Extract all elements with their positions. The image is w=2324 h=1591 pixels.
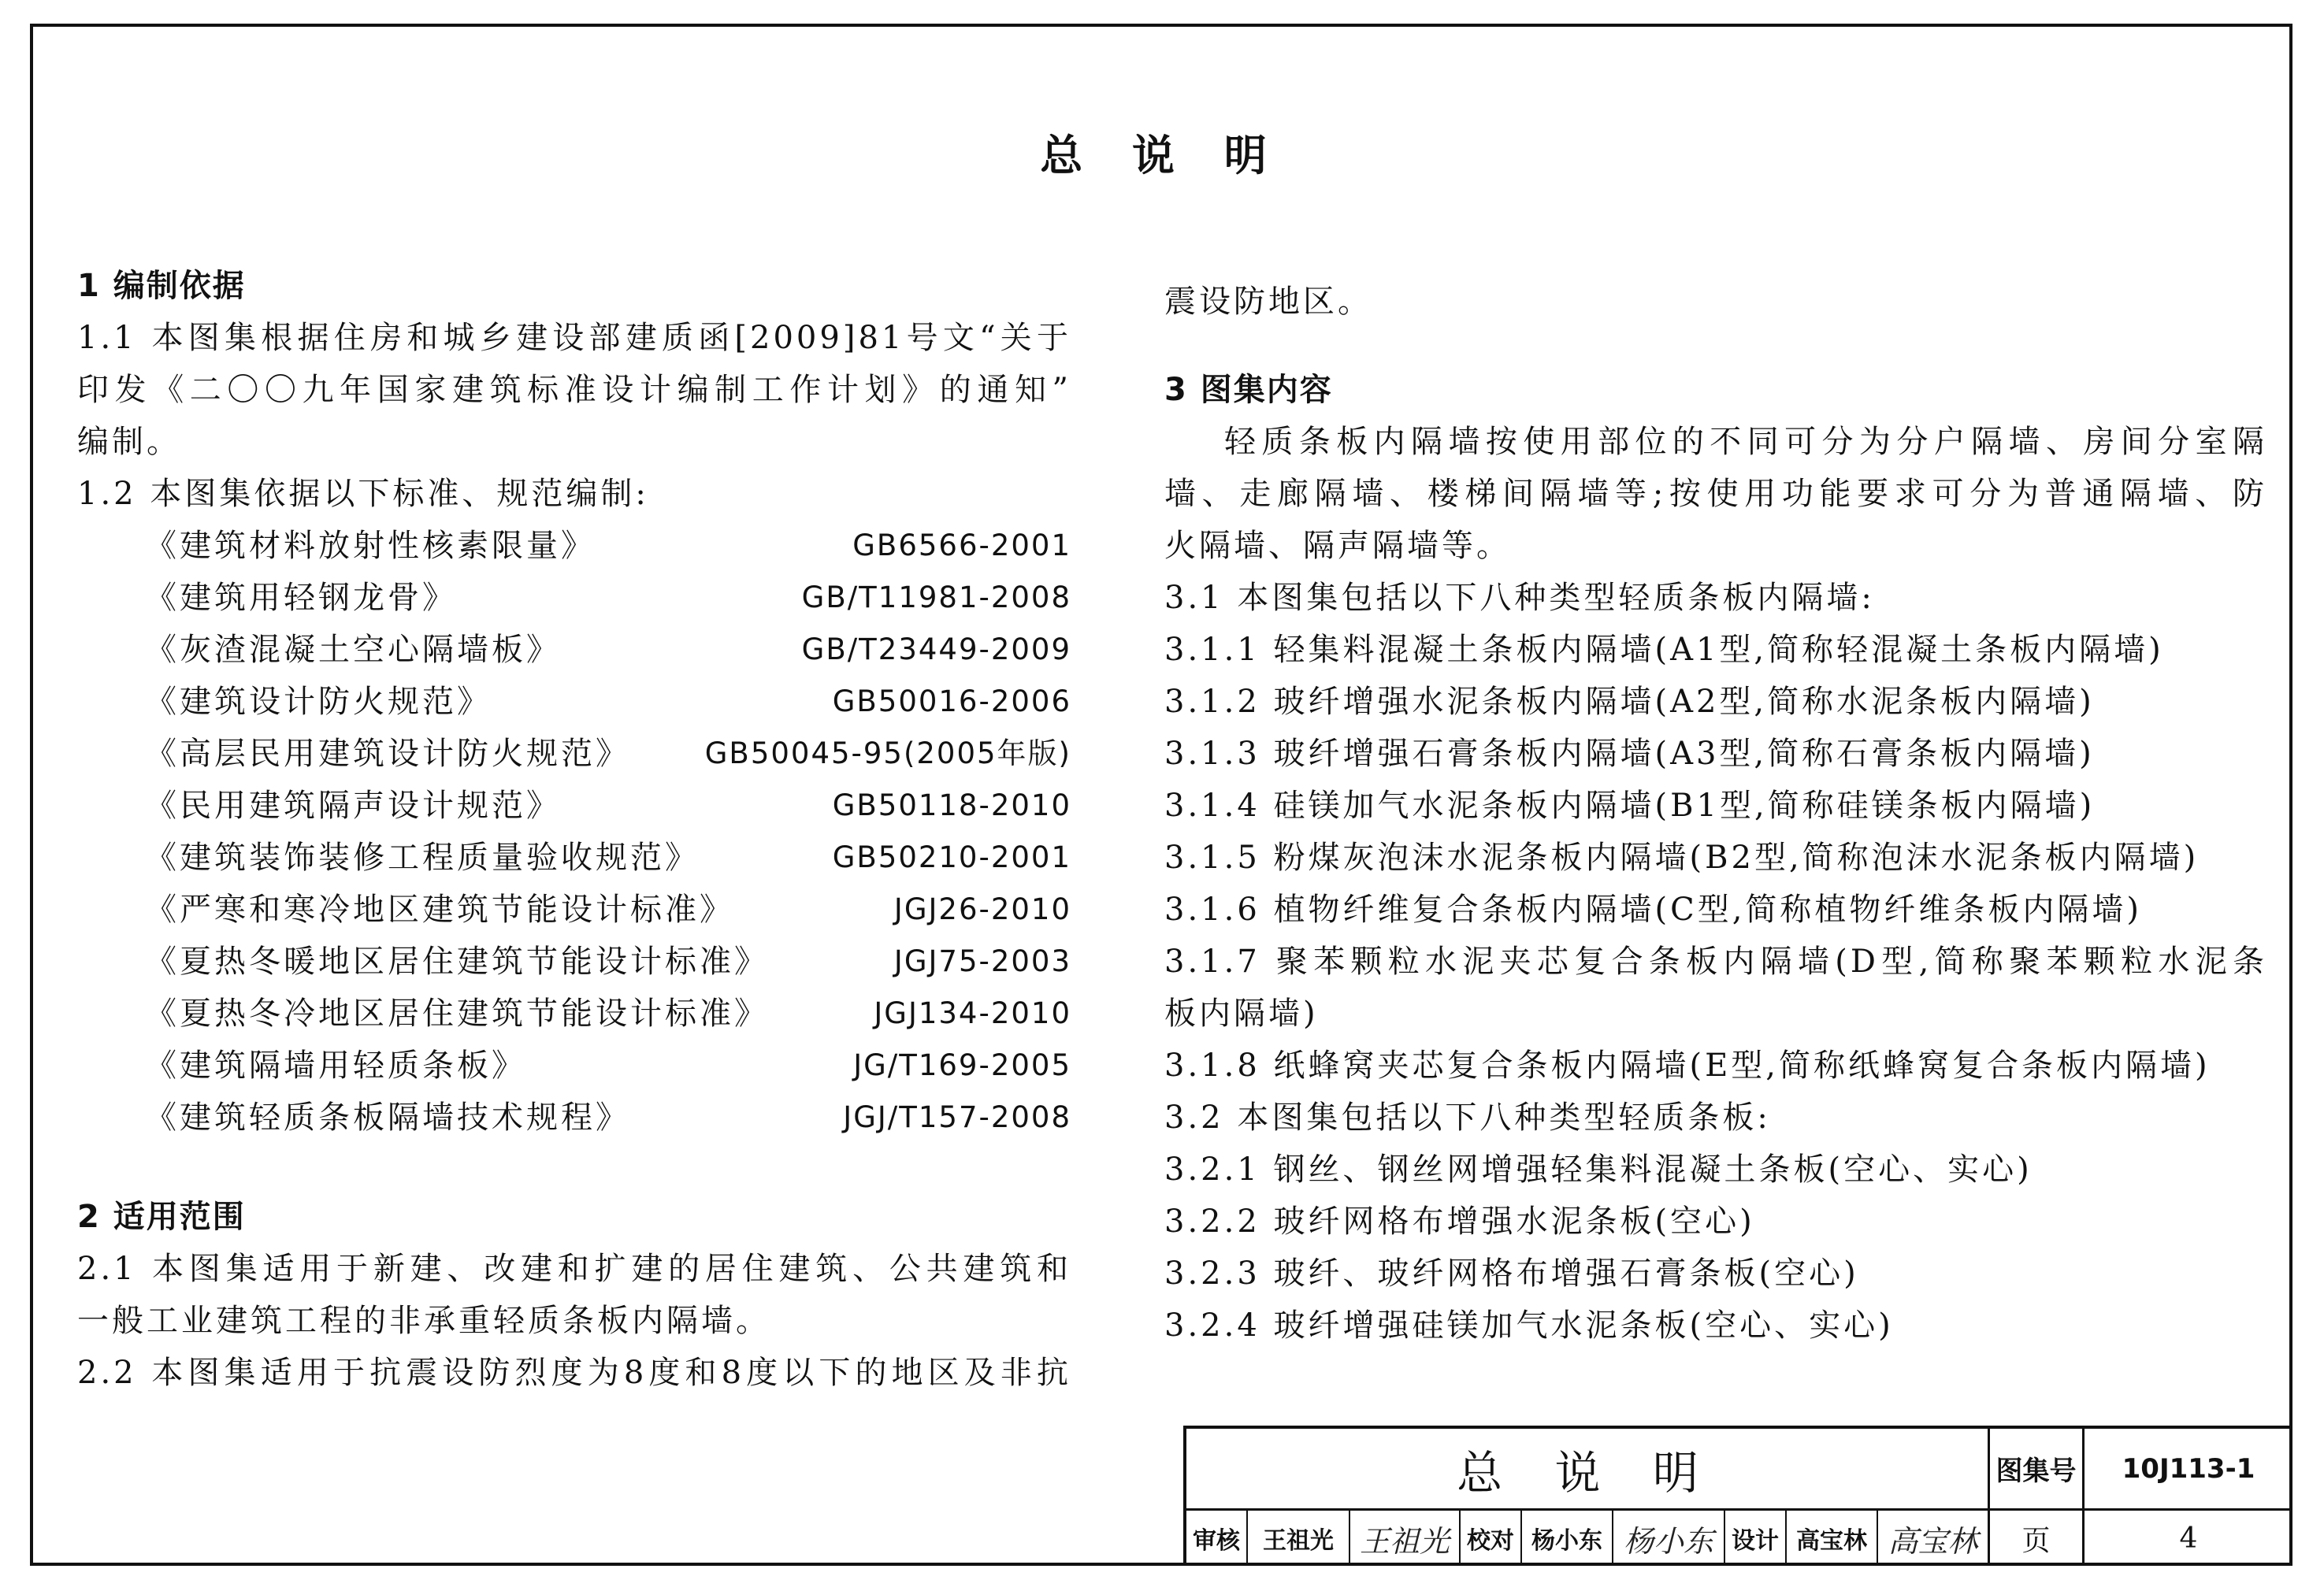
section-3-heading: 3 图集内容 — [1164, 372, 1333, 408]
reference-code: JGJ26-2010 — [893, 892, 1071, 926]
review-label: 审核 — [1186, 1511, 1248, 1566]
section-3-line: 3.1.4 硅镁加气水泥条板内隔墙(B1型,简称硅镁条板内隔墙) — [1164, 788, 2096, 824]
reference-row — [77, 884, 1071, 936]
section-3-line: 3.2.3 玻纤、玻纤网格布增强石膏条板(空心) — [1164, 1255, 1859, 1292]
check-signature: 杨小东 — [1613, 1511, 1725, 1566]
reference-code: JGJ75-2003 — [893, 944, 1071, 978]
reference-code: JGJ134-2010 — [874, 996, 1071, 1030]
section-3-line: 3.1.6 植物纤维复合条板内隔墙(C型,简称植物纤维条板内隔墙) — [1164, 892, 2143, 928]
reference-name: 《夏热冬暖地区居住建筑节能设计标准》 — [145, 944, 769, 980]
reference-row — [77, 780, 1071, 832]
reference-code: GB50118-2010 — [832, 788, 1071, 822]
section-3-intro-line: 轻质条板内隔墙按使用部位的不同可分为分户隔墙、房间分室隔 — [1224, 424, 2267, 460]
section-3-line: 3.2.1 钢丝、钢丝网增强轻集料混凝土条板(空心、实心) — [1164, 1152, 2033, 1188]
reference-name: 《灰渣混凝土空心隔墙板》 — [145, 632, 561, 668]
section-1-1-line: 印发《二〇〇九年国家建筑标准设计编制工作计划》的通知” — [77, 372, 1071, 408]
review-name: 王祖光 — [1248, 1511, 1350, 1566]
check-name: 杨小东 — [1522, 1511, 1613, 1566]
reference-code: GB50045-95(2005年版) — [704, 736, 1071, 770]
section-2-line: 一般工业建筑工程的非承重轻质条板内隔墙。 — [77, 1303, 770, 1339]
continuation-line: 震设防地区。 — [1164, 284, 1372, 320]
reference-code: GB/T23449-2009 — [801, 632, 1071, 666]
section-2-heading: 2 适用范围 — [77, 1199, 246, 1235]
design-label: 设计 — [1725, 1511, 1787, 1566]
reference-row — [77, 1092, 1071, 1144]
reference-code: JG/T169-2005 — [853, 1048, 1071, 1082]
section-3-line: 3.1.5 粉煤灰泡沫水泥条板内隔墙(B2型,简称泡沫水泥条板内隔墙) — [1164, 840, 2200, 876]
section-3-line: 3.1.2 玻纤增强水泥条板内隔墙(A2型,简称水泥条板内隔墙) — [1164, 684, 2095, 720]
section-1-heading: 1 编制依据 — [77, 268, 246, 304]
reference-row — [77, 676, 1071, 728]
section-3-line: 3.1 本图集包括以下八种类型轻质条板内隔墙: — [1164, 580, 1875, 616]
reference-row — [77, 624, 1071, 676]
reference-code: GB6566-2001 — [852, 528, 1071, 562]
section-3-line: 3.1.8 纸蜂窝夹芯复合条板内隔墙(E型,简称纸蜂窝复合条板内隔墙) — [1164, 1048, 2211, 1084]
design-signature: 高宝林 — [1878, 1511, 1990, 1566]
reference-name: 《严寒和寒冷地区建筑节能设计标准》 — [145, 892, 734, 928]
section-1-1-line: 1.1 本图集根据住房和城乡建设部建质函[2009]81号文“关于 — [77, 320, 1071, 356]
reference-name: 《夏热冬冷地区居住建筑节能设计标准》 — [145, 996, 769, 1032]
reference-name: 《建筑装饰装修工程质量验收规范》 — [145, 840, 700, 876]
atlas-number: 10J113-1 — [2122, 1452, 2255, 1485]
section-3-line: 3.2.4 玻纤增强硅镁加气水泥条板(空心、实心) — [1164, 1307, 1894, 1344]
atlas-number-label: 图集号 — [1990, 1429, 2085, 1508]
reference-code: GB50210-2001 — [832, 840, 1071, 874]
section-3-line: 3.2.2 玻纤网格布增强水泥条板(空心) — [1164, 1203, 1755, 1240]
right-column — [1164, 276, 2267, 1352]
section-1-1-line: 编制。 — [77, 424, 181, 460]
design-name: 高宝林 — [1787, 1511, 1878, 1566]
reference-name: 《民用建筑隔声设计规范》 — [145, 788, 561, 824]
reference-row — [77, 520, 1071, 572]
reference-row — [77, 728, 1071, 780]
section-2-line: 2.1 本图集适用于新建、改建和扩建的居住建筑、公共建筑和 — [77, 1251, 1071, 1287]
section-3-line: 板内隔墙) — [1164, 996, 1319, 1032]
section-2-line: 2.2 本图集适用于抗震设防烈度为8度和8度以下的地区及非抗 — [77, 1355, 1071, 1391]
reference-row — [77, 832, 1071, 884]
title-block-bottom-row — [1186, 1511, 2292, 1566]
section-1-2-intro: 1.2 本图集依据以下标准、规范编制: — [77, 476, 649, 512]
page-number: 4 — [2179, 1522, 2198, 1555]
section-3-intro-line: 火隔墙、隔声隔墙等。 — [1164, 528, 1511, 564]
section-3-line: 3.1.1 轻集料混凝土条板内隔墙(A1型,简称轻混凝土条板内隔墙) — [1164, 632, 2164, 668]
review-signature: 王祖光 — [1350, 1511, 1461, 1566]
reference-name: 《建筑隔墙用轻质条板》 — [145, 1048, 526, 1084]
section-3-line: 3.1.7 聚苯颗粒水泥夹芯复合条板内隔墙(D型,简称聚苯颗粒水泥条 — [1164, 944, 2267, 980]
page-title: 总 说 明 — [1040, 131, 1284, 180]
reference-code: GB/T11981-2008 — [801, 580, 1071, 614]
check-label: 校对 — [1461, 1511, 1522, 1566]
reference-name: 《建筑用轻钢龙骨》 — [145, 580, 457, 616]
reference-row — [77, 936, 1071, 988]
reference-row — [77, 572, 1071, 624]
reference-name: 《建筑轻质条板隔墙技术规程》 — [145, 1100, 630, 1136]
section-3-line: 3.2 本图集包括以下八种类型轻质条板: — [1164, 1100, 1771, 1136]
title-block — [1183, 1426, 2292, 1566]
reference-code: GB50016-2006 — [832, 684, 1071, 718]
page-label: 页 — [1990, 1511, 2085, 1566]
reference-name: 《高层民用建筑设计防火规范》 — [145, 736, 630, 772]
section-3-intro-line: 墙、走廊隔墙、楼梯间隔墙等;按使用功能要求可分为普通隔墙、防 — [1164, 476, 2267, 512]
section-3-line: 3.1.3 玻纤增强石膏条板内隔墙(A3型,简称石膏条板内隔墙) — [1164, 736, 2095, 772]
reference-name: 《建筑设计防火规范》 — [145, 684, 492, 720]
reference-row — [77, 1040, 1071, 1092]
title-block-top-row — [1186, 1429, 2292, 1511]
title-block-title: 总 说 明 — [1186, 1429, 1990, 1508]
reference-name: 《建筑材料放射性核素限量》 — [145, 528, 596, 564]
reference-code: JGJ/T157-2008 — [843, 1100, 1071, 1134]
reference-row — [77, 988, 1071, 1040]
left-column — [77, 260, 1071, 1399]
